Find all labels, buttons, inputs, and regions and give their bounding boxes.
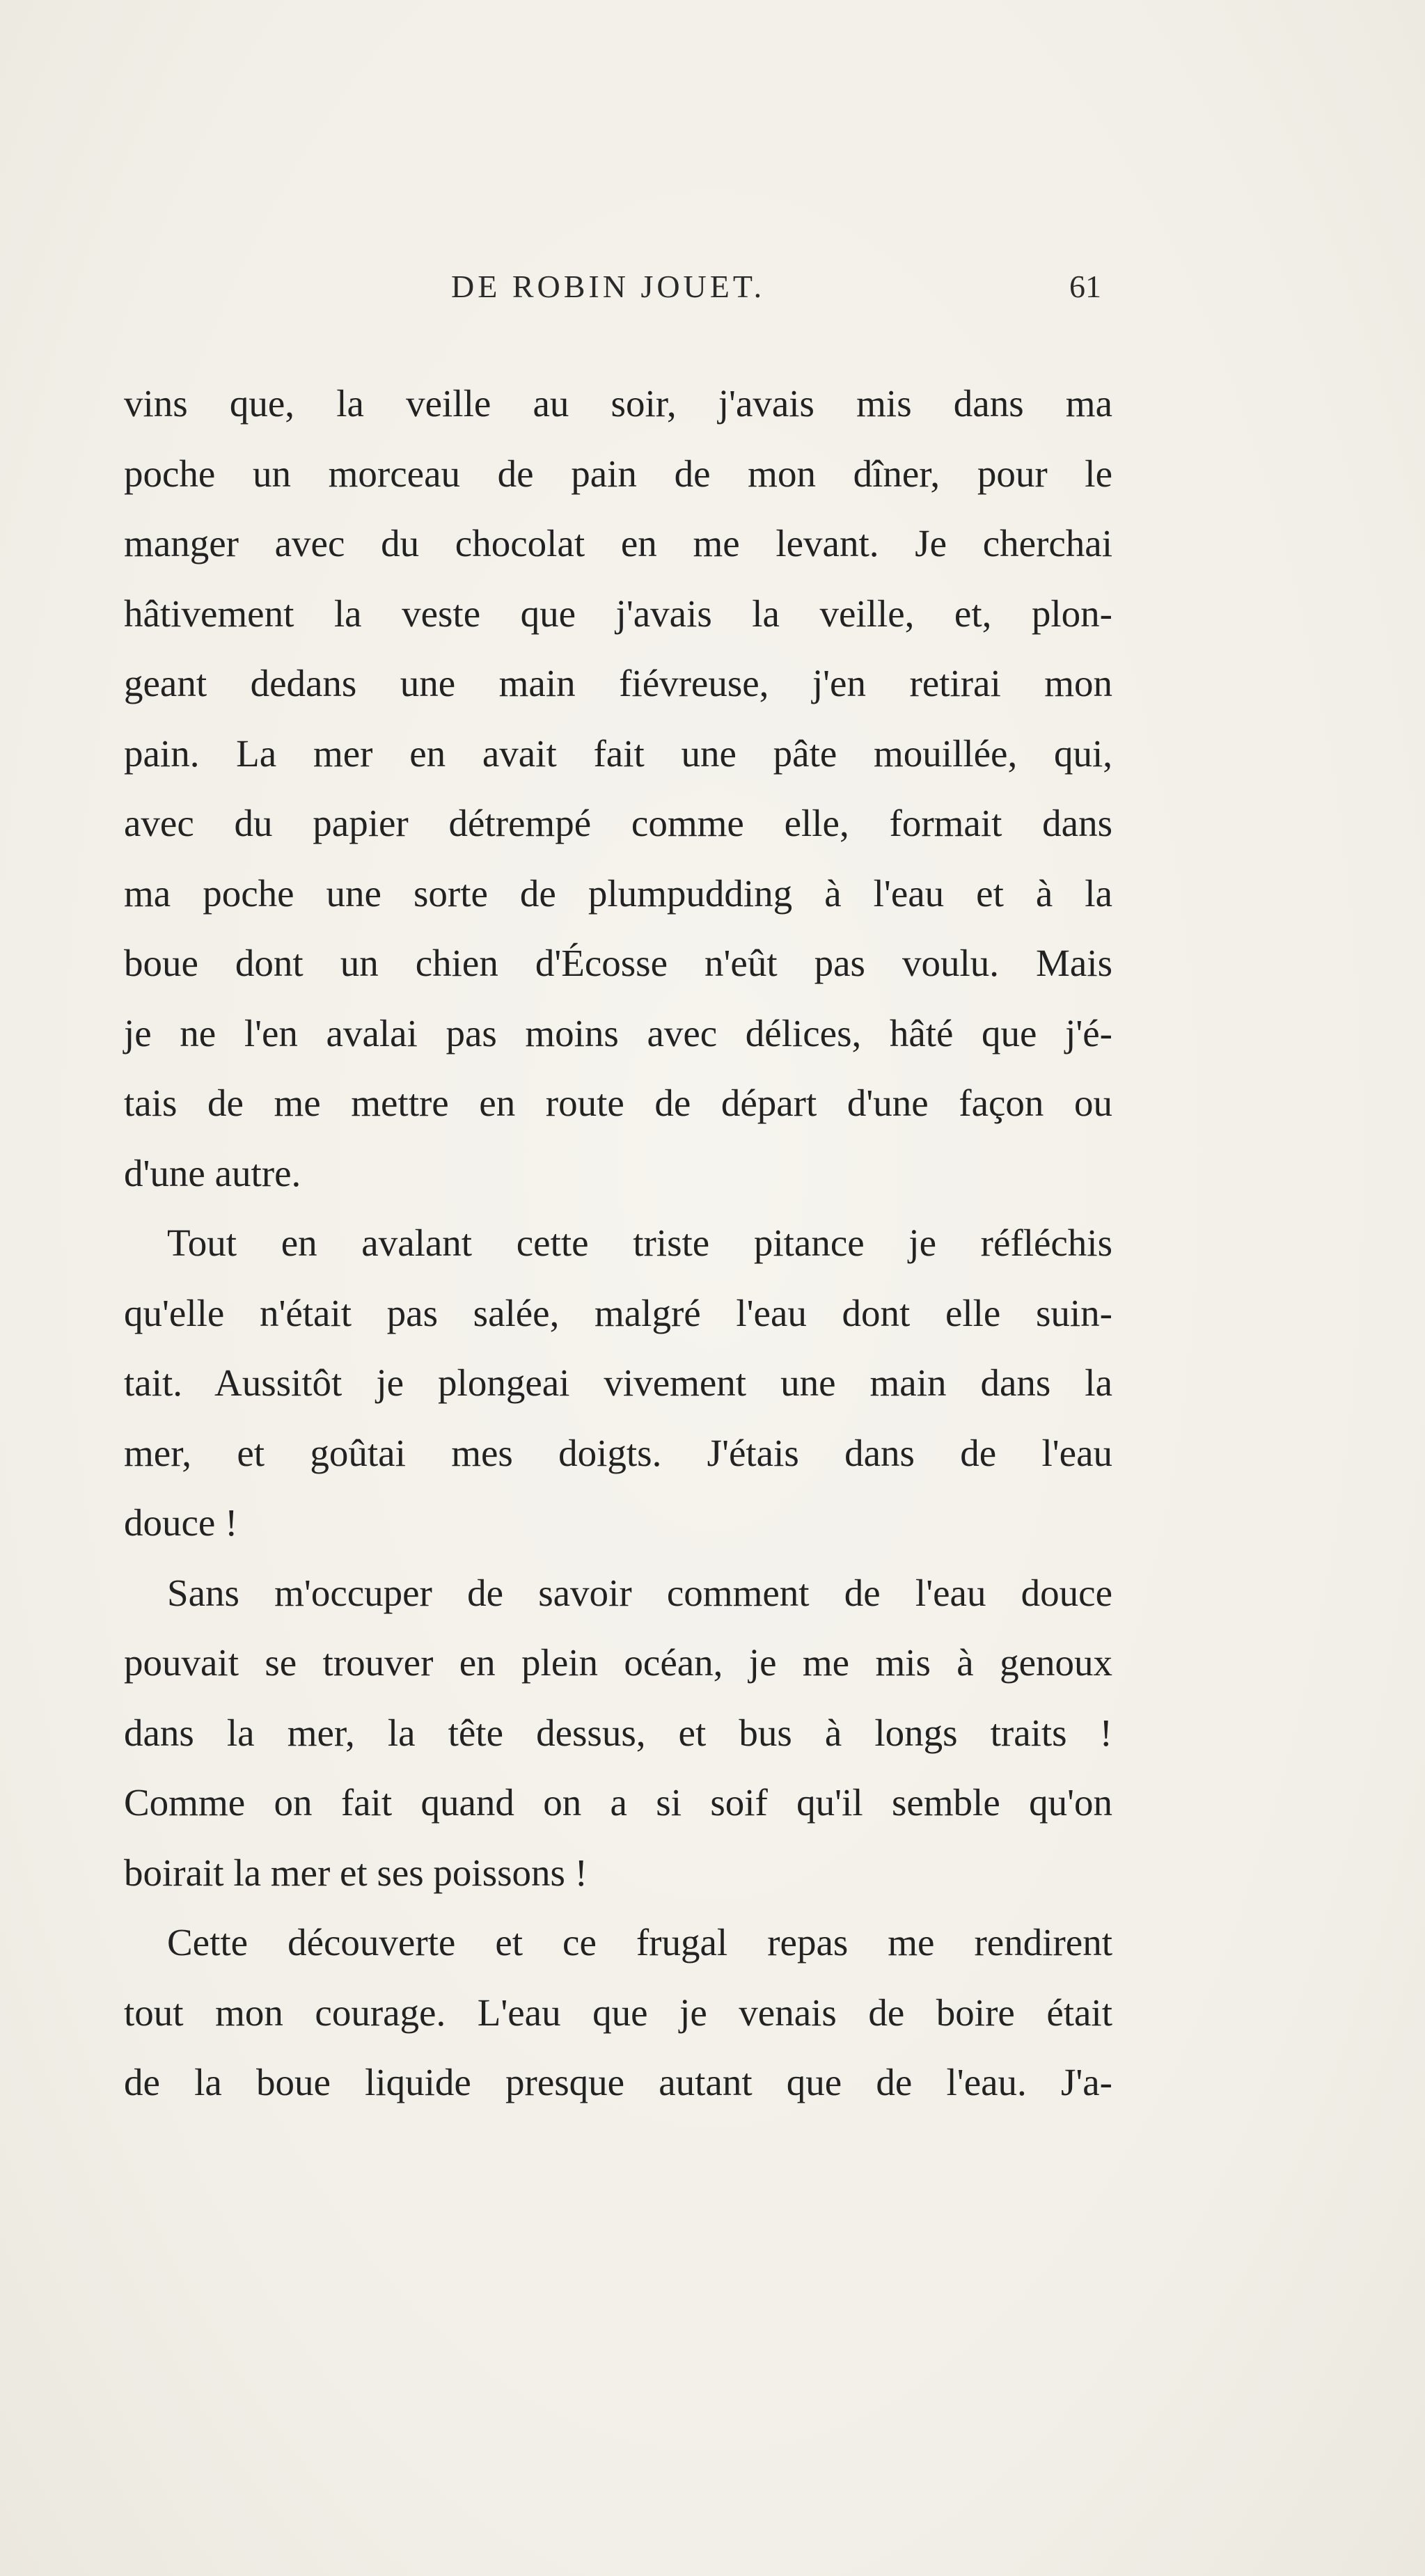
text-line: Cette découverte et ce frugal repas me rendirent	[167, 1921, 1112, 1963]
text-line: tais de me mettre en route de départ d'une façon ou	[124, 1082, 1112, 1124]
text-line: pain. La mer en avait fait une pâte mouillée, qui,	[124, 732, 1112, 775]
text-line: boue dont un chien d'Écosse n'eût pas voulu. Mais	[124, 942, 1112, 984]
text-line: geant dedans une main fiévreuse, j'en retirai mon	[124, 662, 1112, 704]
text-line: je ne l'en avalai pas moins avec délices, hâté que j'é-	[124, 1011, 1112, 1054]
text-line: tout mon courage. L'eau que je venais de boire était	[124, 1991, 1112, 2034]
text-line: Tout en avalant cette triste pitance je réfléchis	[167, 1222, 1112, 1264]
text-line: hâtivement la veste que j'avais la veille, et, plon-	[124, 592, 1112, 635]
text-line: douce !	[124, 1501, 238, 1544]
page-number: 61	[1069, 269, 1101, 304]
running-title: DE ROBIN JOUET.	[451, 269, 766, 304]
text-line: de la boue liquide presque autant que de l'eau. J'a-	[124, 2061, 1112, 2103]
text-line: avec du papier détrempé comme elle, formait dans	[124, 802, 1112, 844]
text-line: manger avec du chocolat en me levant. Je cherchai	[124, 522, 1112, 564]
text-line: qu'elle n'était pas salée, malgré l'eau dont elle suin-	[124, 1291, 1112, 1334]
text-line: Comme on fait quand on a si soif qu'il semble qu'on	[124, 1781, 1112, 1824]
text-line: mer, et goûtai mes doigts. J'étais dans de l'eau	[124, 1431, 1112, 1474]
text-line: ma poche une sorte de plumpudding à l'eau et à la	[124, 871, 1112, 915]
text-line: poche un morceau de pain de mon dîner, pour le	[124, 452, 1112, 495]
text-line: tait. Aussitôt je plongeai vivement une main dans la	[124, 1361, 1112, 1404]
text-line: boirait la mer et ses poissons !	[124, 1851, 588, 1894]
text-line: pouvait se trouver en plein océan, je me mis à genoux	[124, 1641, 1112, 1684]
body-text	[124, 369, 1112, 2118]
text-line: dans la mer, la tête dessus, et bus à longs traits !	[124, 1711, 1112, 1754]
text-line: vins que, la veille au soir, j'avais mis dans ma	[124, 382, 1112, 425]
text-line: Sans m'occuper de savoir comment de l'eau douce	[167, 1571, 1112, 1614]
page-header	[0, 266, 1425, 315]
text-line: d'une autre.	[124, 1151, 301, 1194]
